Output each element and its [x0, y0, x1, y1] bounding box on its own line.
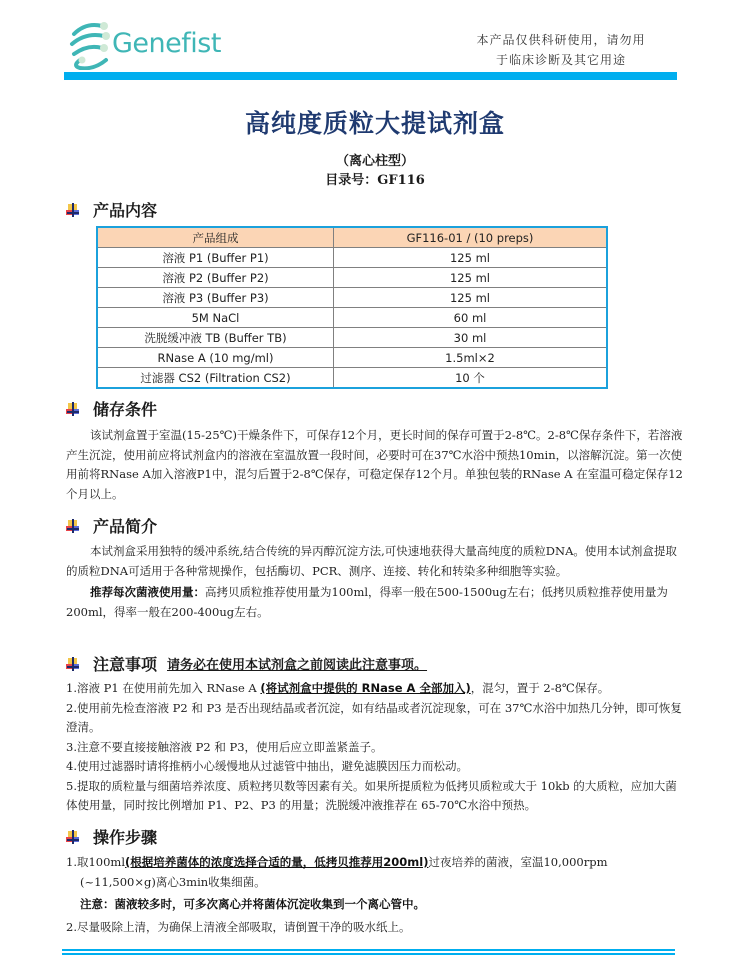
table-cell-amount: 125 ml	[334, 288, 608, 308]
note-item-1-tail: ，混匀，置于 2-8℃保存。	[470, 681, 610, 695]
section-title: 储存条件	[93, 400, 158, 419]
note-item-1	[66, 679, 686, 699]
page-subtitle: （离心柱型）	[335, 154, 414, 169]
contents-table	[96, 226, 608, 389]
step-1-line-2: (~11,500×g)离心3min收集细菌。	[80, 874, 266, 889]
table-cell-component: RNase A (10 mg/ml)	[97, 348, 334, 368]
section-heading-intro	[66, 514, 157, 537]
disclaimer-line-1: 本产品仅供科研使用，请勿用	[476, 33, 646, 47]
footer-divider-bottom	[62, 953, 675, 955]
section-heading-storage	[66, 397, 157, 420]
table-header-row	[97, 227, 607, 248]
recommended-volume-label: 推荐每次菌液使用量：	[90, 585, 205, 599]
footer-divider-top	[62, 949, 675, 951]
table-row	[97, 288, 607, 308]
note-item-5: 5.提取的质粒量与细菌培养浓度、质粒拷贝数等因素有关。如果所提质粒为低拷贝质粒或大于 10kb 的大质粒，应加大菌体使用量，同时按比例增加 P1、P2、P3 的用量；洗脱缓冲液推荐在 65-70℃水浴中预热。	[66, 778, 677, 812]
table-cell-amount: 60 ml	[334, 308, 608, 328]
table-cell-component: 洗脱缓冲液 TB (Buffer TB)	[97, 328, 334, 348]
table-row	[97, 308, 607, 328]
note-item-4: 4.使用过滤器时请将推柄小心缓慢地从过滤管中抽出，避免滤膜因压力而松动。	[66, 759, 468, 773]
section-title: 产品内容	[93, 201, 158, 220]
table-header-cell: GF116-01 / (10 preps)	[334, 227, 608, 248]
step-2: 2.尽量吸除上清，为确保上清液全部吸取，请倒置干净的吸水纸上。	[66, 919, 411, 934]
storage-paragraph: 该试剂盒置于室温(15-25℃)干燥条件下，可保存12个月，更长时间的保存可置于2-8℃。2-8℃保存条件下，若溶液产生沉淀，使用前应将试剂盒内的溶液在室温放置一段时间，必要时可在37℃水浴中预热10min，以溶解沉淀。第一次使用前将RNase A加入溶液P1中，混匀后置于2-8℃保存，可稳定保存12个月。单独包装的RNase A 在室温可稳定保存12个月以上。	[66, 428, 683, 501]
section-title: 产品简介	[93, 517, 158, 536]
intro-paragraph: 本试剂盒采用独特的缓冲系统,结合传统的异丙醇沉淀方法,可快速地获得大量高纯度的质粒DNA。使用本试剂盒提取的质粒DNA可适用于各种常规操作，包括酶切、PCR、测序、连接、转化和转染多种细胞等实验。	[66, 544, 677, 578]
steps-list	[66, 853, 686, 937]
catalog-label: 目录号：	[325, 173, 378, 188]
table-cell-component: 溶液 P2 (Buffer P2)	[97, 268, 334, 288]
note-item-3: 3.注意不要直接接触溶液 P2 和 P3，使用后应立即盖紧盖子。	[66, 739, 383, 754]
notes-list	[66, 679, 686, 816]
disclaimer-line-2: 于临床诊断及其它用途	[495, 53, 626, 67]
recommended-volume-text: 高拷贝质粒推荐使用量为100ml，得率一般在500-1500ug左右；低拷贝质粒推荐使用量为200ml，得率一般在200-400ug左右。	[66, 585, 668, 619]
table-cell-component: 溶液 P3 (Buffer P3)	[97, 288, 334, 308]
table-row	[97, 328, 607, 348]
catalog-code: GF116	[377, 173, 425, 188]
table-row	[97, 268, 607, 288]
section-bullet-icon	[66, 402, 80, 416]
table-row	[97, 368, 607, 389]
step-1-text: 1.取100ml	[66, 855, 126, 869]
table-cell-amount: 125 ml	[334, 268, 608, 288]
section-heading-notes	[66, 652, 427, 675]
logo-swoosh-icon	[68, 20, 114, 70]
table-cell-component: 5M NaCl	[97, 308, 334, 328]
table-cell-component: 过滤器 CS2 (Filtration CS2)	[97, 368, 334, 389]
table-cell-amount: 10 个	[334, 368, 608, 389]
table-cell-component: 溶液 P1 (Buffer P1)	[97, 248, 334, 268]
storage-text	[66, 426, 686, 504]
page-title: 高纯度质粒大提试剂盒	[244, 109, 505, 138]
section-heading-note: 请务必在使用本试剂盒之前阅读此注意事项。	[167, 658, 428, 673]
step-1	[66, 853, 686, 873]
section-bullet-icon	[66, 657, 80, 671]
step-attention: 注意：菌液较多时，可多次离心并将菌体沉淀收集到一个离心管中。	[80, 897, 425, 911]
disclaimer	[466, 30, 656, 70]
table-cell-amount: 125 ml	[334, 248, 608, 268]
table-row	[97, 248, 607, 268]
section-bullet-icon	[66, 203, 80, 217]
recommended-volume	[66, 583, 686, 622]
genefist-logo	[68, 18, 248, 72]
section-title: 操作步骤	[93, 828, 158, 847]
note-item-1-text: 1.溶液 P1 在使用前先加入 RNase A	[66, 681, 261, 695]
step-1-tail: 过夜培养的菌液，室温10,000rpm	[428, 855, 608, 869]
section-heading-steps	[66, 825, 157, 848]
logo-text: Genefist	[112, 28, 221, 59]
note-item-1-emphasis: (将试剂盒中提供的 RNase A 全部加入)	[260, 681, 471, 695]
section-title: 注意事项	[93, 655, 158, 674]
table-cell-amount: 30 ml	[334, 328, 608, 348]
intro-text	[66, 542, 686, 622]
note-item-2: 2.使用前先检查溶液 P2 和 P3 是否出现结晶或者沉淀，如有结晶或者沉淀现象，可在 37℃水浴中加热几分钟，即可恢复澄清。	[66, 700, 682, 734]
table-cell-amount: 1.5ml×2	[334, 348, 608, 368]
section-heading-contents	[66, 198, 157, 221]
step-1-emphasis: (根据培养菌体的浓度选择合适的量，低拷贝推荐用200ml)	[125, 855, 429, 869]
section-bullet-icon	[66, 519, 80, 533]
table-header-cell: 产品组成	[97, 227, 334, 248]
header-divider	[64, 72, 677, 80]
table-row	[97, 348, 607, 368]
section-bullet-icon	[66, 830, 80, 844]
catalog-number	[0, 169, 750, 188]
